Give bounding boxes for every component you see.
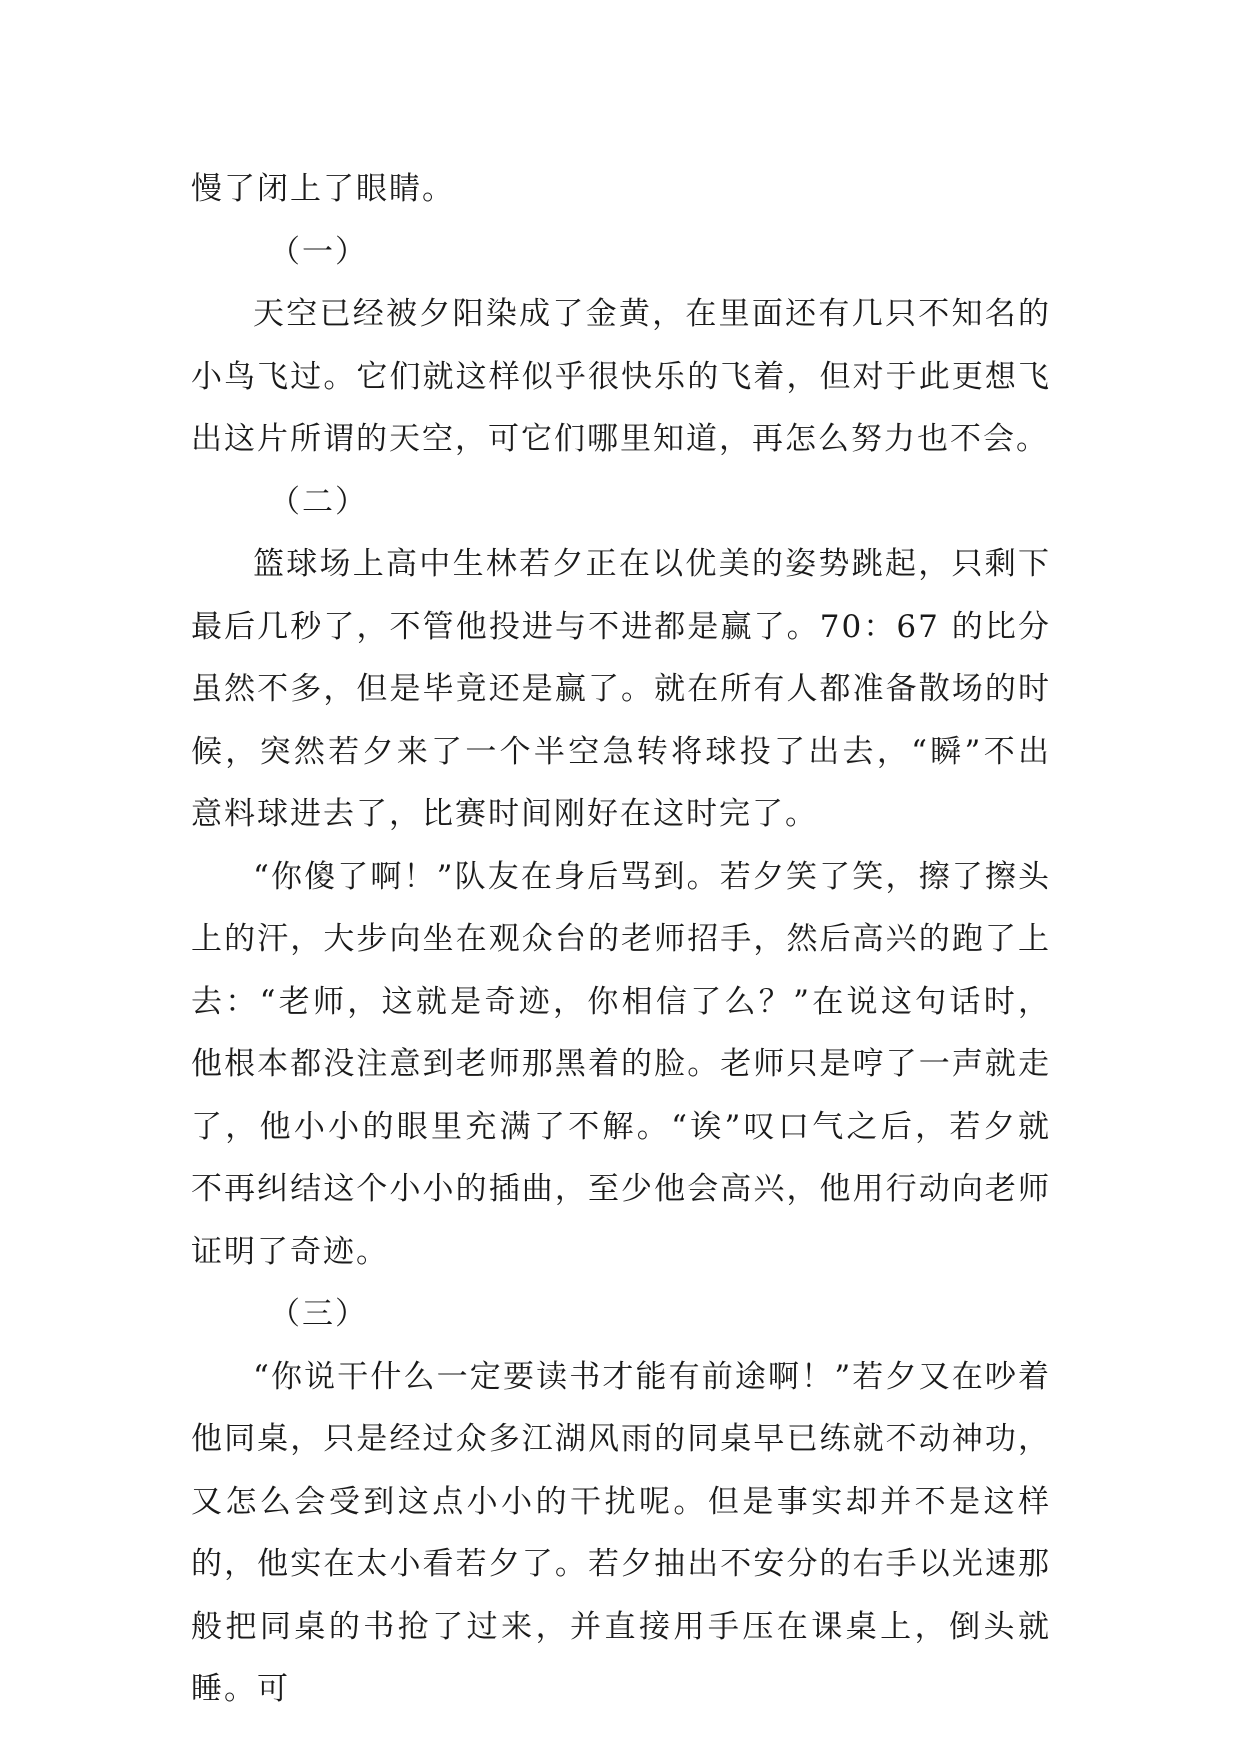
paragraph-classroom: “你说干什么一定要读书才能有前途啊！”若夕又在吵着他同桌，只是经过众多江湖风雨的同桌早已练就不动神功，又怎么会受到这点小小的干扰呢。但是事实却并不是这样的，他实在太小看若夕了。若夕抽出不安分的右手以光速那般把同桌的书抢了过来，并直接用手压在课桌上，倒头就睡。可 bbox=[191, 1358, 1051, 1707]
document-body bbox=[191, 158, 1051, 1721]
paragraph-teacher: “你傻了啊！”队友在身后骂到。若夕笑了笑，擦了擦头上的汗，大步向坐在观众台的老师招手，然后高兴的跑了上去：“老师，这就是奇迹，你相信了么？”在说这句话时，他根本都没注意到老师那黑着的脸。老师只是哼了一声就走了，他小小的眼里充满了不解。“诶”叹口气之后，若夕就不再纠结这个小小的插曲，至少他会高兴，他用行动向老师证明了奇迹。 bbox=[191, 858, 1051, 1270]
section-heading-1: （一） bbox=[269, 233, 368, 270]
section-heading-2: （二） bbox=[269, 483, 368, 520]
paragraph-sky: 天空已经被夕阳染成了金黄，在里面还有几只不知名的小鸟飞过。它们就这样似乎很快乐的飞着，但对于此更想飞出这片所谓的天空，可它们哪里知道，再怎么努力也不会。 bbox=[191, 296, 1051, 457]
section-heading-3: （三） bbox=[269, 1296, 368, 1332]
paragraph-continuation: 慢了闭上了眼睛。 bbox=[191, 171, 455, 207]
paragraph-basketball: 篮球场上高中生林若夕正在以优美的姿势跳起，只剩下最后几秒了，不管他投进与不进都是赢了。70：67 的比分虽然不多，但是毕竟还是赢了。就在所有人都准备散场的时候，突然若夕来了一个半空急转将球投了出去，“瞬”不出意料球进去了，比赛时间刚好在这时完了。 bbox=[191, 546, 1051, 832]
